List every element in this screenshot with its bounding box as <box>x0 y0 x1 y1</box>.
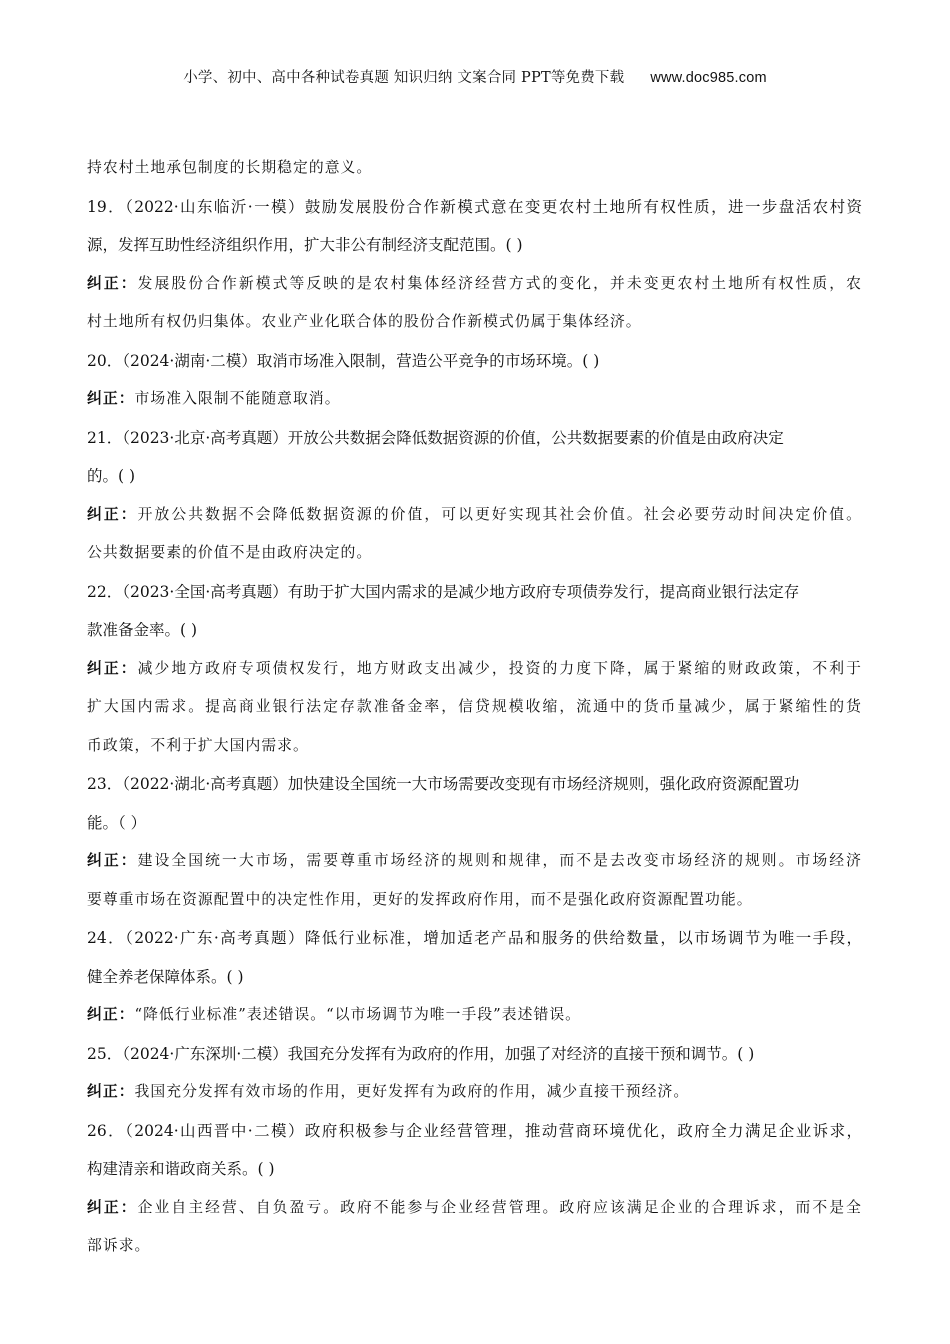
question-line <box>87 924 862 963</box>
correction-label: 纠正： <box>87 390 135 407</box>
line-text: “降低行业标准”表述错误。“以市场调节为唯一手段”表述错误。 <box>134 1006 582 1023</box>
answer-line <box>87 1232 862 1271</box>
line-text: 开放公共数据不会降低数据资源的价值，可以更好实现其社会价值。社会必要劳动时间决定价值。 <box>137 505 863 523</box>
line-text: 23．（2022·湖北·高考真题）加快建设全国统一大市场需要改变现有市场经济规则，强化政府资源配置功 <box>87 775 800 793</box>
correction-label: 纠正： <box>87 274 138 292</box>
line-text: 19．（2022·山东临沂·一模）鼓励发展股份合作新模式意在变更农村土地所有权性质，进一步盘活农村资 <box>87 197 862 216</box>
line-text: 的。( ) <box>87 467 136 485</box>
answer-line <box>87 385 862 424</box>
line-text: 发展股份合作新模式等反映的是农村集体经济经营方式的变化，并未变更农村土地所有权性质，农 <box>137 274 863 292</box>
question-line <box>87 1117 862 1156</box>
page-header <box>0 66 950 87</box>
question-line <box>87 193 862 232</box>
question-line <box>87 347 862 386</box>
answer-line <box>87 847 862 886</box>
header-site-url: www.doc985.com <box>650 70 767 86</box>
question-line <box>87 963 862 1002</box>
question-line <box>87 578 862 617</box>
line-text: 源，发挥互助性经济组织作用，扩大非公有制经济支配范围。( ) <box>87 236 523 254</box>
line-text: 公共数据要素的价值不是由政府决定的。 <box>87 544 373 561</box>
answer-line <box>87 1001 862 1040</box>
answer-line <box>87 693 862 732</box>
line-text: 扩大国内需求。提高商业银行法定存款准备金率，信贷规模收缩，流通中的货币量减少，属于紧缩性的货 <box>87 698 862 715</box>
line-text: 建设全国统一大市场，需要尊重市场经济的规则和规律，而不是去改变市场经济的规则。市场经济 <box>137 852 863 869</box>
correction-label: 纠正： <box>87 1006 135 1023</box>
line-text: 构建清亲和谐政商关系。( ) <box>87 1160 275 1178</box>
question-line <box>87 462 862 501</box>
line-text: 减少地方政府专项债权发行，地方财政支出减少，投资的力度下降，属于紧缩的财政政策，不利于 <box>137 659 863 677</box>
line-text: 22．（2023·全国·高考真题）有助于扩大国内需求的是减少地方政府专项债券发行，提高商业银行法定存 <box>87 582 800 601</box>
document-body <box>87 154 862 1271</box>
question-line <box>87 809 862 848</box>
correction-label: 纠正： <box>87 1198 138 1216</box>
answer-line <box>87 655 862 694</box>
answer-line <box>87 154 862 193</box>
line-text: 部诉求。 <box>87 1237 151 1254</box>
header-text: 小学、初中、高中各种试卷真题 知识归纳 文案合同 PPT等免费下载 <box>183 70 625 86</box>
line-text: 企业自主经营、自负盈亏。政府不能参与企业经营管理。政府应该满足企业的合理诉求，而不是全 <box>137 1198 863 1216</box>
correction-label: 纠正： <box>87 1083 135 1100</box>
answer-line <box>87 1078 862 1117</box>
question-line <box>87 770 862 809</box>
question-line <box>87 424 862 463</box>
line-text: 村土地所有权仍归集体。农业产业化联合体的股份合作新模式仍属于集体经济。 <box>87 313 642 330</box>
correction-label: 纠正： <box>87 659 138 677</box>
answer-line <box>87 1194 862 1233</box>
answer-line <box>87 501 862 540</box>
answer-line <box>87 539 862 578</box>
question-line <box>87 1155 862 1194</box>
line-text: 持农村土地承包制度的长期稳定的意义。 <box>87 159 373 176</box>
line-text: 要尊重市场在资源配置中的决定性作用，更好的发挥政府作用，而不是强化政府资源配置功能。 <box>87 890 753 908</box>
answer-line <box>87 886 862 925</box>
line-text: 26．（2024·山西晋中·二模）政府积极参与企业经营管理，推动营商环境优化，政府全力满足企业诉求， <box>87 1121 862 1140</box>
line-text: 市场准入限制不能随意取消。 <box>134 390 341 407</box>
question-line <box>87 231 862 270</box>
answer-line <box>87 732 862 771</box>
question-line <box>87 616 862 655</box>
line-text: 20．（2024·湖南·二模）取消市场准入限制，营造公平竞争的市场环境。( ) <box>87 351 600 370</box>
question-line <box>87 1040 862 1079</box>
answer-line <box>87 270 862 309</box>
line-text: 21．（2023·北京·高考真题）开放公共数据会降低数据资源的价值，公共数据要素的价值是由政府决定 <box>87 428 784 447</box>
line-text: 健全养老保障体系。( ) <box>87 967 244 986</box>
line-text: 能。（ ） <box>87 813 147 832</box>
answer-line <box>87 308 862 347</box>
line-text: 款准备金率。( ) <box>87 621 198 639</box>
correction-label: 纠正： <box>87 505 138 523</box>
line-text: 我国充分发挥有效市场的作用，更好发挥有为政府的作用，减少直接干预经济。 <box>134 1083 690 1100</box>
line-text: 25．（2024·广东深圳·二模）我国充分发挥有为政府的作用，加强了对经济的直接干预和调节。( ) <box>87 1044 755 1063</box>
correction-label: 纠正： <box>87 852 138 869</box>
line-text: 币政策，不利于扩大国内需求。 <box>87 736 309 754</box>
line-text: 24．（2022·广东·高考真题）降低行业标准，增加适老产品和服务的供给数量，以市场调节为唯一手段， <box>87 929 862 947</box>
